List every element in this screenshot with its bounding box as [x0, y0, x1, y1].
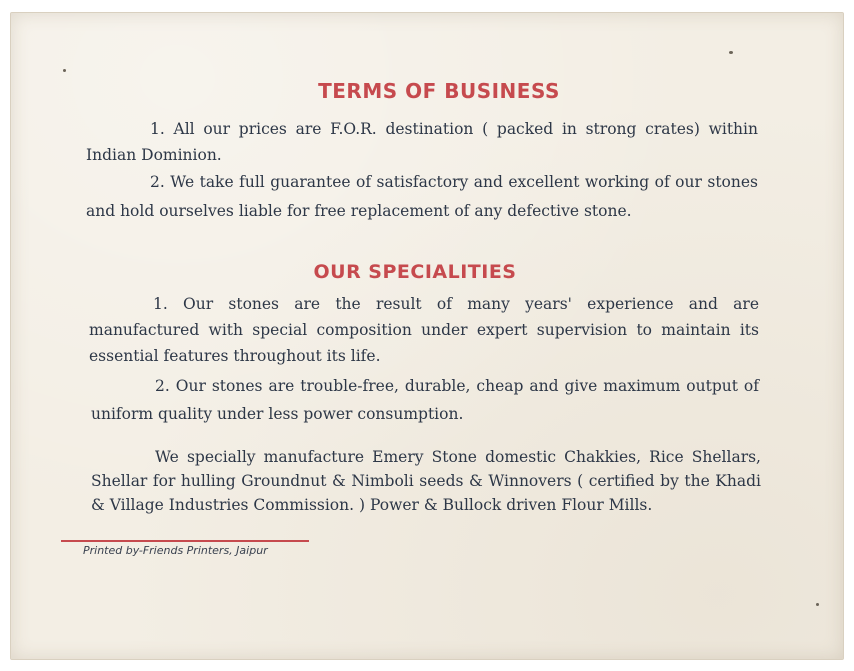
specialities-item-2	[91, 372, 759, 428]
our-specialities-heading: OUR SPECIALITIES	[313, 261, 517, 283]
printer-credit: Printed by-Friends Printers, Jaipur	[83, 544, 268, 557]
footer-divider-rule	[61, 540, 309, 542]
terms-item-1-text: All our prices are F.O.R. destination ( packed in strong crates) within Indian Dominion.	[86, 120, 758, 164]
specialities-item-2-number: 2.	[155, 377, 170, 395]
specialities-item-1-text: Our stones are the result of many years' experience and are manufactured with special composition under expert supervision to maintain its essential features throughout its life.	[89, 295, 759, 365]
specialities-closing-text: We specially manufacture Emery Stone domestic Chakkies, Rice Shellars, Shellar for hulling Groundnut & Nimboli seeds & Winnovers ( certified by the Khadi & Village Industries Commission. ) Power & Bullock driven Flour Mills.	[91, 448, 761, 514]
terms-item-2-number: 2.	[150, 173, 165, 191]
terms-of-business-heading: TERMS OF BUSINESS	[318, 79, 560, 103]
specialities-item-2-text: Our stones are trouble-free, durable, cheap and give maximum output of uniform quality under less power consumption.	[91, 377, 759, 423]
specialities-item-1	[89, 291, 759, 369]
specialities-item-1-number: 1.	[153, 295, 168, 313]
terms-item-2-text: We take full guarantee of satisfactory and excellent working of our stones and hold ourselves liable for free replacement of any defective stone.	[86, 173, 758, 220]
paper-speck	[63, 69, 66, 72]
paper-speck	[729, 51, 733, 54]
specialities-closing-paragraph	[91, 445, 761, 517]
paper-speck	[816, 603, 819, 606]
terms-item-1-number: 1.	[150, 120, 165, 138]
terms-item-1	[86, 116, 758, 168]
terms-item-2	[86, 168, 758, 226]
business-card	[10, 12, 844, 660]
